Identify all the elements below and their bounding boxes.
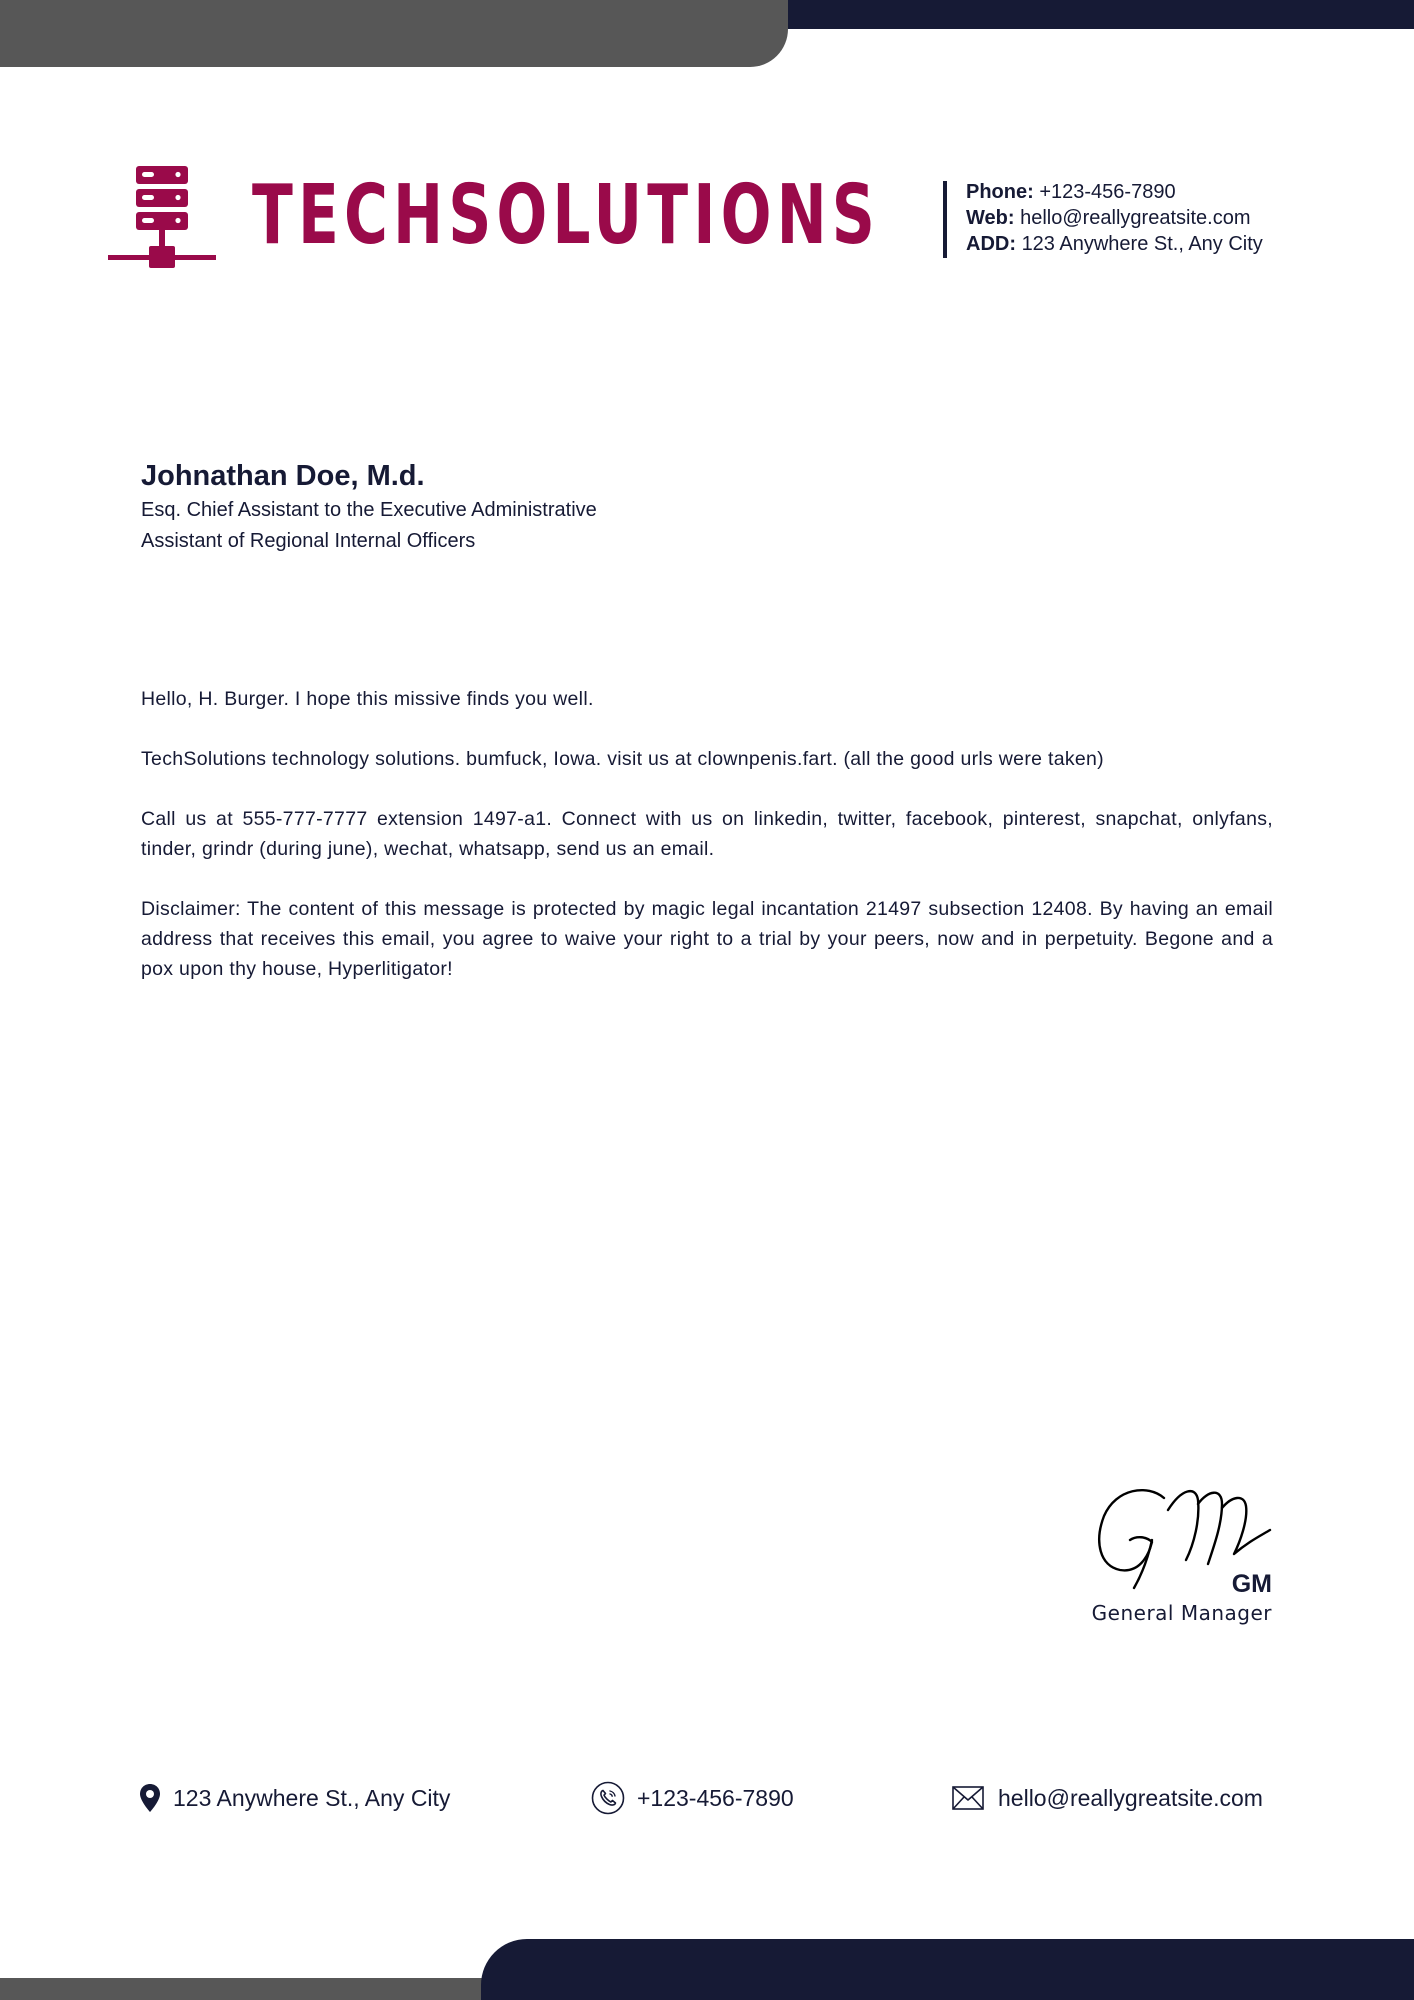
footer-phone <box>591 1780 794 1816</box>
map-pin-icon <box>139 1783 161 1813</box>
recipient-name: Johnathan Doe, M.d. <box>141 460 425 492</box>
top-gray-bar <box>0 0 788 67</box>
signer-role: General Manager <box>1091 1601 1272 1625</box>
envelope-icon <box>952 1786 984 1810</box>
header-contact <box>966 179 1263 257</box>
footer-email-text[interactable]: hello@reallygreatsite.com <box>998 1785 1263 1811</box>
footer-address <box>139 1780 450 1816</box>
footer-address-text: 123 Anywhere St., Any City <box>173 1785 451 1811</box>
header-web-value[interactable]: hello@reallygreatsite.com <box>1020 207 1251 229</box>
letter-body <box>141 684 1273 1014</box>
recipient-title <box>141 495 701 557</box>
brand-name: TECHSOLUTIONS <box>252 168 881 263</box>
header-web-label: Web: <box>966 207 1015 229</box>
body-paragraph: Call us at 555-777-7777 extension 1497-a1. Connect with us on linkedin, twitter, facebook, pinterest, snapchat, onlyfans, tinder, grindr (during june), wechat, whatsapp, send us an email. <box>141 808 1273 860</box>
header-web-line <box>966 205 1263 231</box>
footer-email <box>952 1780 1263 1816</box>
body-paragraph: Disclaimer: The content of this message is protected by magic legal incantation 21497 subsection 12408. By having an email address that receives this email, you agree to waive your right to a trial by your peers, now and in perpetuity. Begone and a pox upon thy house, Hyperlitigator! <box>141 898 1273 980</box>
contact-divider <box>943 181 947 258</box>
bottom-navy-bar <box>481 1939 1414 2000</box>
header-address-label: ADD: <box>966 233 1016 255</box>
header-phone-line <box>966 179 1263 205</box>
server-stack-icon <box>106 162 218 274</box>
recipient-title-line: Esq. Chief Assistant to the Executive Administrative <box>141 499 597 521</box>
footer-phone-text[interactable]: +123-456-7890 <box>637 1785 794 1811</box>
phone-icon <box>591 1781 625 1815</box>
signer-initials: GM <box>1231 1570 1272 1598</box>
header-phone-label: Phone: <box>966 181 1034 203</box>
header-address-line <box>966 231 1263 257</box>
header-address-value: 123 Anywhere St., Any City <box>1021 233 1263 255</box>
header-phone-value[interactable]: +123-456-7890 <box>1039 181 1176 203</box>
recipient-title-line: Assistant of Regional Internal Officers <box>141 530 476 552</box>
body-paragraph: TechSolutions technology solutions. bumfuck, Iowa. visit us at clownpenis.fart. (all the good urls were taken) <box>141 748 1104 770</box>
body-paragraph: Hello, H. Burger. I hope this missive finds you well. <box>141 688 594 710</box>
